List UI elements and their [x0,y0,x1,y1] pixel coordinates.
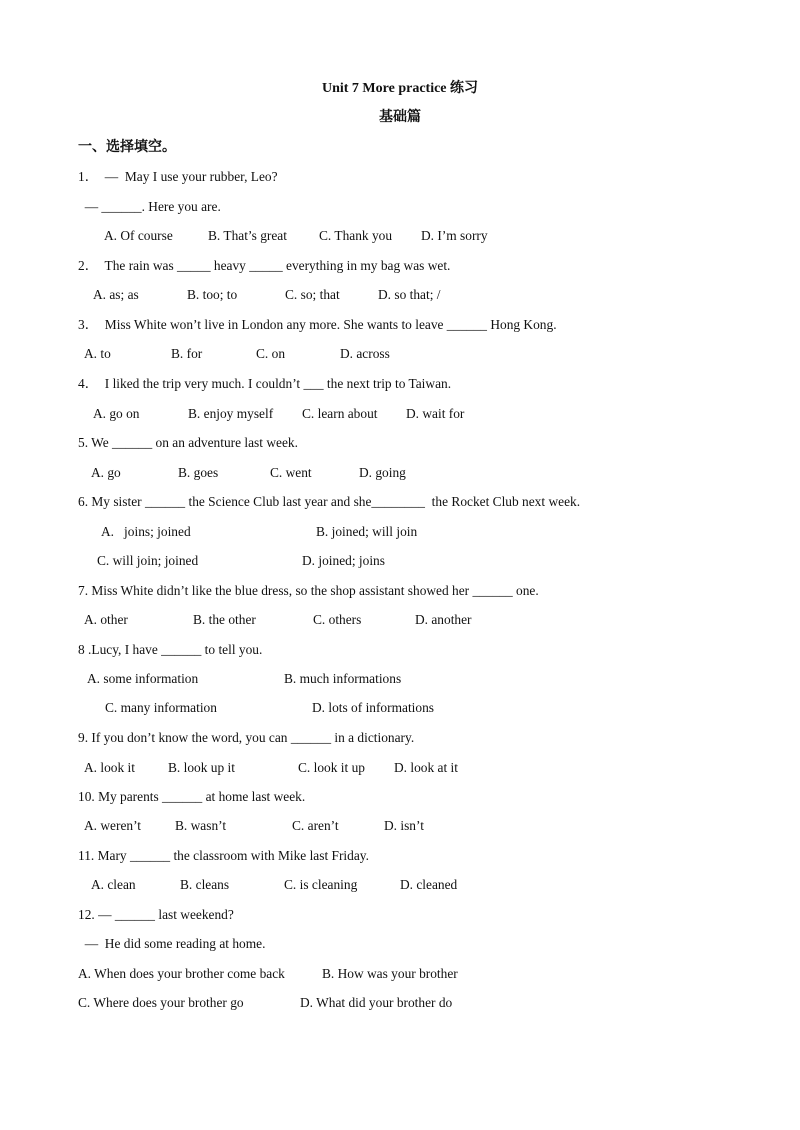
question-7-options [0,611,800,629]
option-d: D. isn’t [384,818,424,833]
option-d: D. going [359,465,406,480]
question-12-options-row-2 [0,994,800,1012]
option-d: D. What did your brother do [300,995,453,1010]
option-b: B. How was your brother [322,966,458,981]
question-12-options-row-1 [0,965,800,983]
question-8-stem: 8 .Lucy, I have ______ to tell you. [78,642,263,657]
option-a: A. Of course [104,228,173,243]
question-1-stem: 1． — May I use your rubber, Leo? [78,169,278,184]
option-b: B. That’s great [208,228,287,243]
question-1-options [0,227,800,245]
question-3-stem: 3． Miss White won’t live in London any more. She wants to leave ______ Hong Kong. [78,317,557,332]
question-9-stem: 9. If you don’t know the word, you can ______ in a dictionary. [78,730,415,745]
option-a: A. go on [93,406,140,421]
option-b: B. the other [193,612,256,627]
option-b: B. cleans [180,877,230,892]
option-c: C. is cleaning [284,877,358,892]
question-1-answer-line: — ______. Here you are. [78,199,221,214]
option-c: C. will join; joined [97,553,199,568]
question-5-options [0,464,800,482]
option-b: B. look up it [168,760,235,775]
question-2-options [0,286,800,304]
option-d: D. look at it [394,760,458,775]
option-d: D. lots of informations [312,700,434,715]
option-d: D. wait for [406,406,465,421]
question-11-stem: 11. Mary ______ the classroom with Mike last Friday. [78,848,369,863]
question-6-stem: 6. My sister ______ the Science Club last year and she________ the Rocket Club next week. [78,494,581,509]
question-6-options-row-2 [0,552,800,570]
option-b: B. goes [178,465,219,480]
option-c: C. others [313,612,362,627]
option-a: A. clean [91,877,136,892]
option-a: A. When does your brother come back [78,966,285,981]
option-a: A. some information [87,671,199,686]
question-5-stem: 5. We ______ on an adventure last week. [78,435,298,450]
option-c: C. so; that [285,287,340,302]
question-9-options [0,759,800,777]
question-2-stem: 2． The rain was _____ heavy _____ everything in my bag was wet. [78,258,451,273]
question-3-options [0,345,800,363]
option-a: A. other [84,612,128,627]
option-b: B. wasn’t [175,818,227,833]
option-b: B. too; to [187,287,238,302]
option-d: D. another [415,612,472,627]
question-11-options [0,876,800,894]
question-8-options-row-1 [0,670,800,688]
page-title: Unit 7 More practice 练习 [321,81,479,96]
question-7-stem: 7. Miss White didn’t like the blue dress, so the shop assistant showed her ______ one. [78,583,539,598]
option-a: A. to [84,346,111,361]
question-12-stem: 12. — ______ last weekend? [78,907,234,922]
section-heading: 一、选择填空。 [78,140,176,155]
question-10-options [0,817,800,835]
question-4-options [0,405,800,423]
option-a: A. as; as [93,287,139,302]
option-d: D. joined; joins [302,553,385,568]
option-a: A. look it [84,760,135,775]
question-10-stem: 10. My parents ______ at home last week. [78,789,306,804]
question-4-stem: 4． I liked the trip very much. I couldn’t ___ the next trip to Taiwan. [78,376,452,391]
option-d: D. I’m sorry [421,228,488,243]
question-6-options-row-1 [0,523,800,541]
option-c: C. learn about [302,406,378,421]
option-a: A. joins; joined [101,524,191,539]
question-12-answer-line: — He did some reading at home. [78,936,266,951]
option-c: C. look it up [298,760,365,775]
option-b: B. enjoy myself [188,406,274,421]
page-subtitle: 基础篇 [379,110,421,125]
option-d: D. so that; / [378,287,441,302]
option-d: D. across [340,346,390,361]
option-a: A. go [91,465,121,480]
option-c: C. Thank you [319,228,393,243]
option-b: B. joined; will join [316,524,418,539]
option-b: B. much informations [284,671,402,686]
option-d: D. cleaned [400,877,458,892]
option-c: C. many information [105,700,217,715]
option-c: C. Where does your brother go [78,995,244,1010]
option-c: C. on [256,346,286,361]
question-8-options-row-2 [0,699,800,717]
option-b: B. for [171,346,203,361]
option-a: A. weren’t [84,818,142,833]
option-c: C. went [270,465,312,480]
option-c: C. aren’t [292,818,339,833]
